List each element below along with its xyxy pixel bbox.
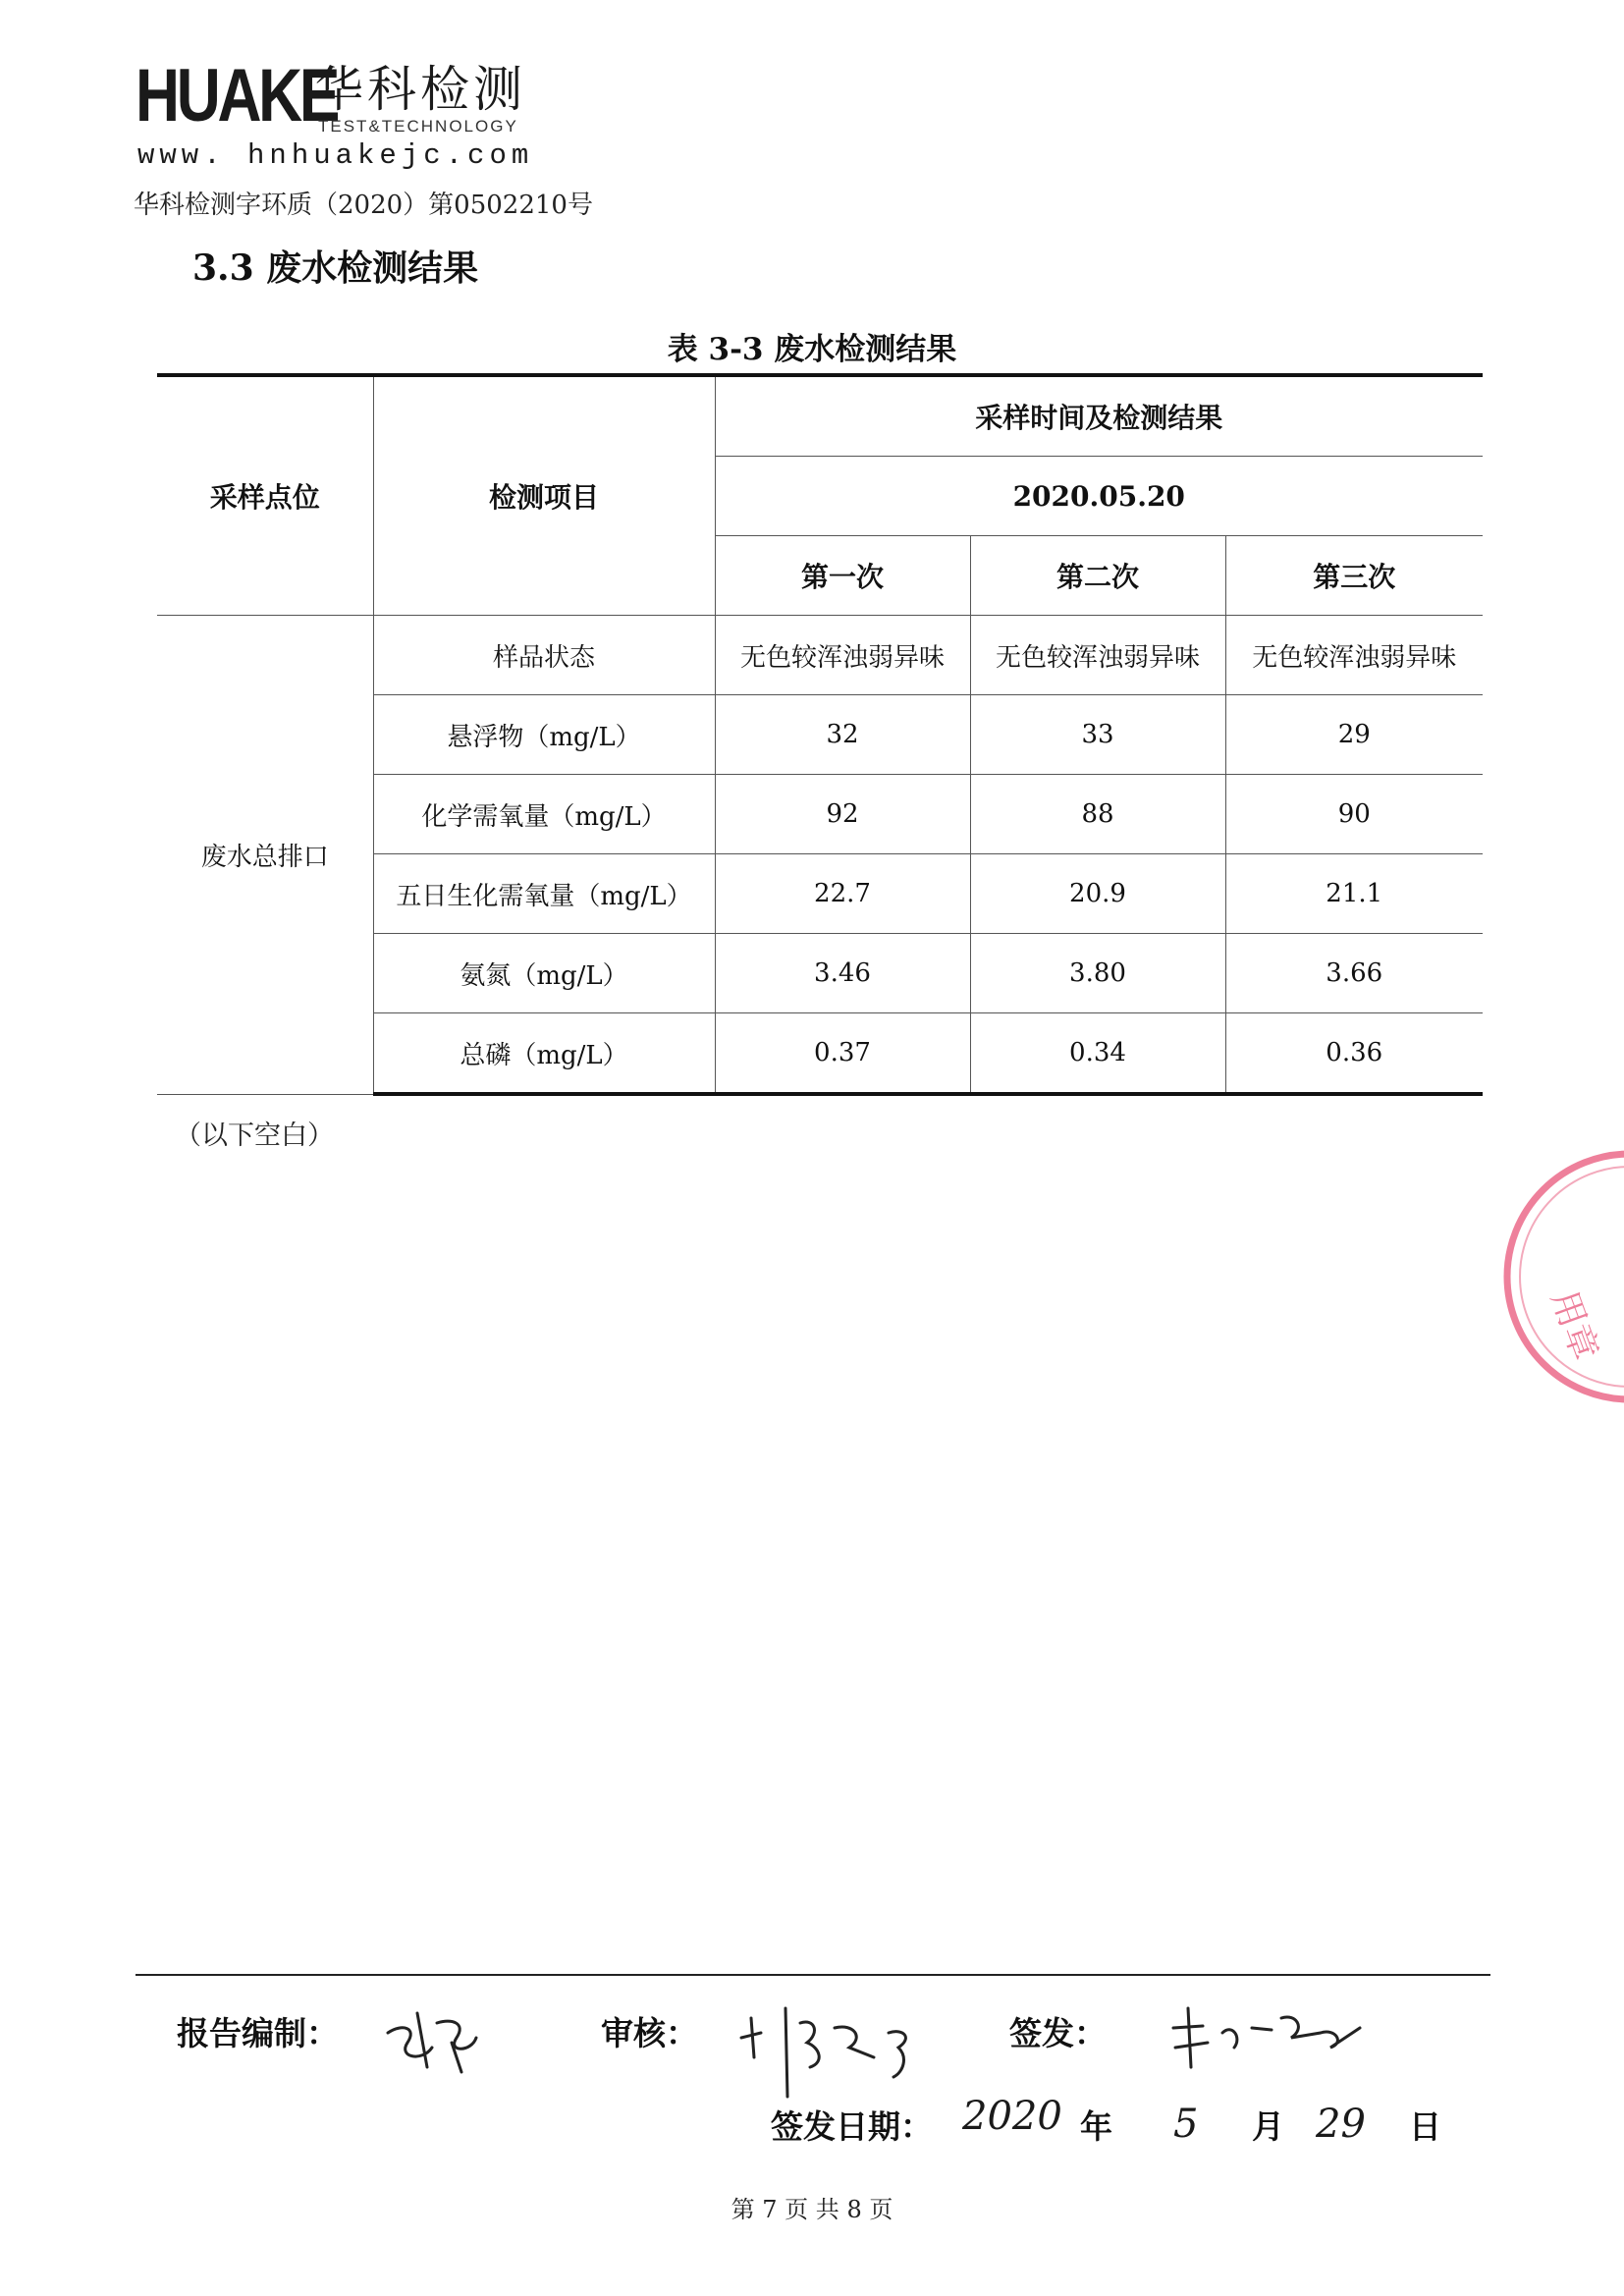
- value-cell: 0.36: [1225, 1013, 1483, 1095]
- value-cell: 88: [970, 775, 1225, 854]
- logo-english-name: TEST&TECHNOLOGY: [318, 117, 518, 136]
- issued-by-label: 签发：: [1009, 2014, 1107, 2052]
- document-number: 华科检测字环质（2020）第0502210号: [134, 191, 593, 220]
- footer-divider: [135, 1974, 1490, 1976]
- header-round-3: 第三次: [1225, 536, 1483, 616]
- header-sampling-site: 采样点位: [157, 375, 373, 616]
- value-cell: 32: [715, 695, 970, 775]
- value-cell: 20.9: [970, 854, 1225, 934]
- header-round-2: 第二次: [970, 536, 1225, 616]
- value-cell: 90: [1225, 775, 1483, 854]
- company-logo: [135, 54, 568, 177]
- wastewater-results-table: [157, 373, 1483, 1096]
- month-unit: 月: [1252, 2107, 1284, 2146]
- item-cell: 五日生化需氧量（mg/L）: [373, 854, 715, 934]
- item-cell: 样品状态: [373, 616, 715, 695]
- item-cell: 氨氮（mg/L）: [373, 934, 715, 1013]
- day-unit: 日: [1409, 2107, 1441, 2146]
- value-cell: 21.1: [1225, 854, 1483, 934]
- value-cell: 无色较浑浊弱异味: [715, 616, 970, 695]
- item-cell: 总磷（mg/L）: [373, 1013, 715, 1095]
- issuer-signature: [1164, 1989, 1370, 2077]
- section-title: 3.3 废水检测结果: [192, 247, 479, 289]
- reviewer-signature: [727, 1989, 933, 2106]
- blank-below-note: （以下空白）: [175, 1121, 334, 1151]
- value-cell: 无色较浑浊弱异味: [1225, 616, 1483, 695]
- value-cell: 33: [970, 695, 1225, 775]
- logo-mark: HUAKE: [135, 54, 338, 137]
- item-cell: 悬浮物（mg/L）: [373, 695, 715, 775]
- header-sampling-time-results: 采样时间及检测结果: [715, 375, 1483, 457]
- logo-chinese-name: 华科检测: [314, 61, 526, 118]
- value-cell: 29: [1225, 695, 1483, 775]
- value-cell: 3.46: [715, 934, 970, 1013]
- header-round-1: 第一次: [715, 536, 970, 616]
- header-sampling-date: 2020.05.20: [715, 457, 1483, 536]
- value-cell: 92: [715, 775, 970, 854]
- official-seal-stamp: [1492, 1149, 1624, 1424]
- compiler-signature: [378, 1994, 496, 2082]
- seal-text: 用章: [1543, 1285, 1605, 1366]
- value-cell: 3.66: [1225, 934, 1483, 1013]
- header-test-item: 检测项目: [373, 375, 715, 616]
- issue-date-label: 签发日期：: [771, 2107, 933, 2146]
- sampling-site-cell: 废水总排口: [157, 616, 373, 1095]
- compiled-by-label: 报告编制：: [177, 2014, 339, 2052]
- table-row: [157, 616, 1483, 695]
- reviewed-by-label: 审核：: [601, 2014, 698, 2052]
- value-cell: 0.37: [715, 1013, 970, 1095]
- value-cell: 3.80: [970, 934, 1225, 1013]
- value-cell: 0.34: [970, 1013, 1225, 1095]
- item-cell: 化学需氧量（mg/L）: [373, 775, 715, 854]
- issue-year-handwritten: 2020: [962, 2094, 1062, 2139]
- year-unit: 年: [1080, 2107, 1112, 2146]
- issue-day-handwritten: 29: [1316, 2102, 1366, 2147]
- page-number: 第 7 页 共 8 页: [731, 2196, 893, 2223]
- issue-month-handwritten: 5: [1173, 2102, 1199, 2147]
- table-title: 表 3-3 废水检测结果: [667, 332, 957, 367]
- company-website: www. hnhuakejc.com: [137, 139, 534, 172]
- value-cell: 无色较浑浊弱异味: [970, 616, 1225, 695]
- value-cell: 22.7: [715, 854, 970, 934]
